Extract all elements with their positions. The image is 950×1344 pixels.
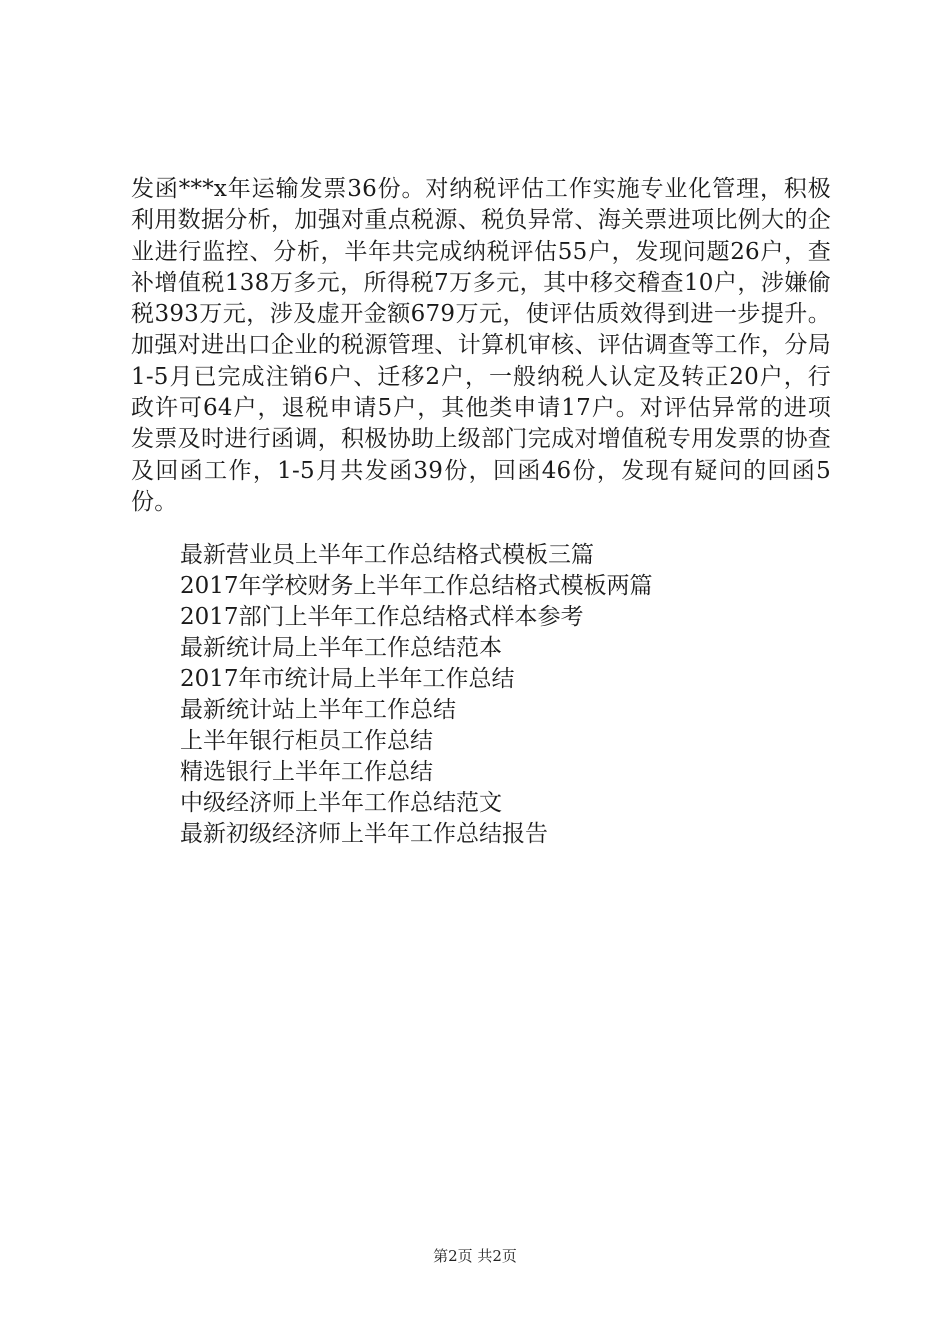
related-links-list	[180, 540, 653, 850]
related-link[interactable]: 上半年银行柜员工作总结	[180, 728, 433, 754]
related-link[interactable]: 最新营业员上半年工作总结格式模板三篇	[180, 542, 594, 568]
related-link[interactable]: 2017部门上半年工作总结格式样本参考	[180, 604, 584, 630]
related-link[interactable]: 最新统计站上半年工作总结	[180, 697, 456, 723]
page-number-footer: 第2页 共2页	[433, 1247, 517, 1265]
related-link[interactable]: 2017年学校财务上半年工作总结格式模板两篇	[180, 573, 653, 599]
related-link[interactable]: 中级经济师上半年工作总结范文	[180, 790, 502, 816]
body-paragraph: 发函***x年运输发票36份。对纳税评估工作实施专业化管理，积极利用数据分析，加强对重点税源、税负异常、海关票进项比例大的企业进行监控、分析，半年共完成纳税评估55户，发现问题26户，查补增值税138万多元，所得税7万多元，其中移交稽查10户，涉嫌偷税393万元，涉及虚开金额679万元，使评估质效得到进一步提升。加强对进出口企业的税源管理、计算机审核、评估调查等工作，分局1-5月已完成注销6户、迁移2户，一般纳税人认定及转正20户，行政许可64户，退税申请5户，其他类申请17户。对评估异常的进项发票及时进行函调，积极协助上级部门完成对增值税专用发票的协查及回函工作，1-5月共发函39份，回函46份，发现有疑问的回函5份。	[131, 176, 831, 515]
related-link[interactable]: 最新统计局上半年工作总结范本	[180, 635, 502, 661]
related-link[interactable]: 2017年市统计局上半年工作总结	[180, 666, 515, 692]
related-link[interactable]: 最新初级经济师上半年工作总结报告	[180, 821, 548, 847]
related-link[interactable]: 精选银行上半年工作总结	[180, 759, 433, 785]
